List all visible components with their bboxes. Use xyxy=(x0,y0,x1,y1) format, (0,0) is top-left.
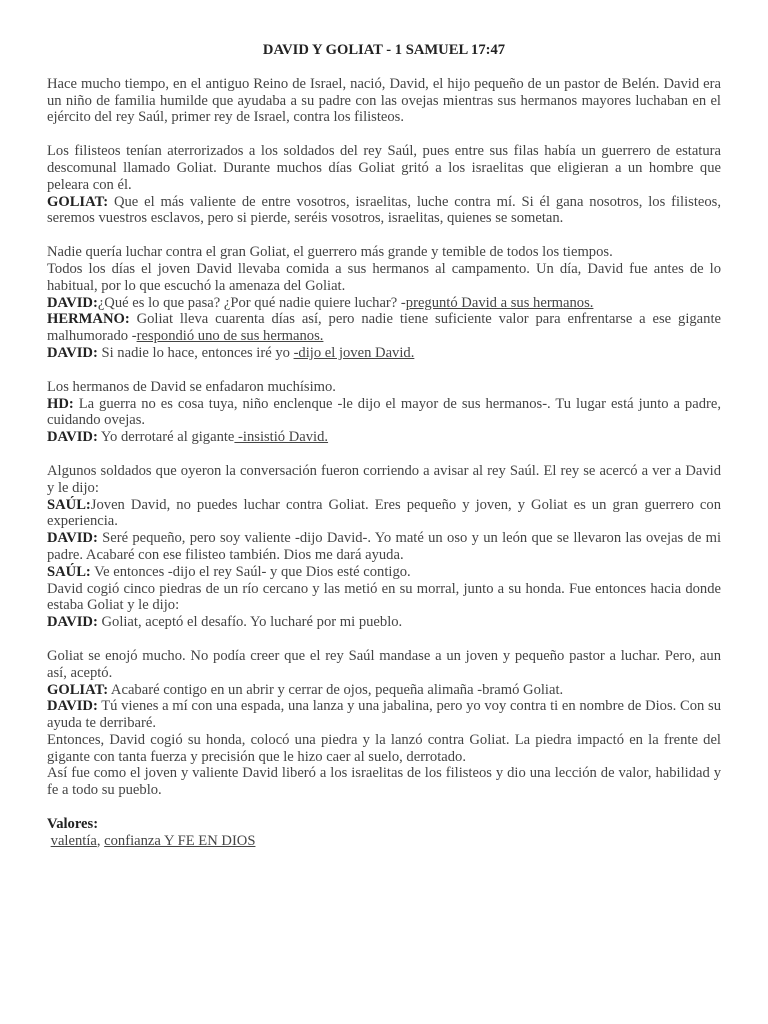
dialogue-attribution: respondió uno de sus hermanos. xyxy=(136,328,324,345)
dialogue-david-4 xyxy=(47,530,721,564)
speaker-label: GOLIAT: xyxy=(47,681,109,698)
speaker-label: HD: xyxy=(47,395,74,412)
dialogue-text: ¿Qué es lo que pasa? ¿Por qué nadie quiere luchar? - xyxy=(97,294,406,311)
paragraph-camp-text: Todos los días el joven David llevaba comida a sus hermanos al campamento. Un día, David fue antes de lo habitual, por lo que escuchó la amenaza del Goliat. xyxy=(47,260,721,294)
speaker-label: SAÚL: xyxy=(47,496,91,513)
speaker-label: HERMANO: xyxy=(47,311,130,328)
dialogue-david-3 xyxy=(47,429,721,446)
value-item: valentía xyxy=(50,832,97,849)
dialogue-goliat-1 xyxy=(47,194,721,228)
value-separator: , xyxy=(96,832,105,849)
document-title: DAVID Y GOLIAT - 1 SAMUEL 17:47 xyxy=(262,42,506,58)
dialogue-david-2 xyxy=(47,345,721,362)
paragraph-intro-text: Hace mucho tiempo, en el antiguo Reino de Israel, nació, David, el hijo pequeño de un pastor de Belén. David era un niño de familia humilde que ayudaba a su padre con las ovejas mientras sus hermanos mayores luchaban en el ejército del rey Saúl, primer rey de Israel, contra los filisteos. xyxy=(47,75,721,126)
speaker-label: DAVID: xyxy=(47,294,98,311)
paragraph-conclusion-text: Así fue como el joven y valiente David liberó a los israelitas de los filisteos y dio una lección de valor, habilidad y fe a todo su pueblo. xyxy=(47,765,721,799)
dialogue-text: Goliat lleva cuarenta días así, pero nadie tiene suficiente valor para enfrentarse a ese gigante malhumorado - xyxy=(47,311,721,345)
paragraph-soldiers-text: Algunos soldados que oyeron la conversación fueron corriendo a avisar al rey Saúl. El rey se acercó a ver a David y le dijo: xyxy=(47,462,721,496)
values-heading: Valores: xyxy=(47,816,99,833)
dialogue-goliat-2 xyxy=(47,682,721,699)
dialogue-saul-1 xyxy=(47,497,721,531)
paragraph-angry-text: Goliat se enojó mucho. No podía creer que el rey Saúl mandase a un joven y pequeño pastor a luchar. Pero, aun así, aceptó. xyxy=(47,647,721,681)
dialogue-text: Joven David, no puedes luchar contra Goliat. Eres pequeño y joven, y Goliat es un gran guerrero con experiencia. xyxy=(47,496,721,530)
speaker-label: DAVID: xyxy=(47,698,98,715)
dialogue-david-5 xyxy=(47,614,721,631)
speaker-label: DAVID: xyxy=(47,530,98,547)
dialogue-text: Si nadie lo hace, entonces iré yo xyxy=(97,344,294,361)
dialogue-text: La guerra no es cosa tuya, niño enclenque -le dijo el mayor de sus hermanos-. Tu lugar está junto a padre, cuidando ovejas. xyxy=(47,395,721,429)
speaker-label: DAVID: xyxy=(47,429,98,446)
paragraph-brothers xyxy=(47,379,721,446)
dialogue-attribution: -insistió David. xyxy=(234,429,329,446)
paragraph-nobody xyxy=(47,244,721,362)
paragraph-sling-text: Entonces, David cogió su honda, colocó una piedra y la lanzó contra Goliat. La piedra impactó en la frente del gigante con tanta fuerza y precisión que le hizo caer al suelo, derrotado. xyxy=(47,731,721,765)
dialogue-hd xyxy=(47,396,721,430)
dialogue-attribution: -dijo el joven David. xyxy=(293,344,415,361)
dialogue-text: Ve entonces -dijo el rey Saúl- y que Dios esté contigo. xyxy=(90,563,411,580)
dialogue-david-1 xyxy=(47,295,721,312)
paragraph-intro xyxy=(47,76,721,126)
speaker-label: DAVID: xyxy=(47,344,98,361)
dialogue-text: Seré pequeño, pero soy valiente -dijo David-. Yo maté un oso y un león que se llevaron las ovejas de mi padre. Acabaré con ese filisteo también. Dios me dará ayuda. xyxy=(47,530,721,563)
paragraph-nobody-text: Nadie quería luchar contra el gran Goliat, el guerrero más grande y temible de todos los tiempos. xyxy=(47,244,613,261)
speaker-label: SAÚL: xyxy=(47,563,91,580)
values-section xyxy=(47,816,721,850)
paragraph-brothers-text: Los hermanos de David se enfadaron muchísimo. xyxy=(47,378,336,395)
value-item: confianza Y FE EN DIOS xyxy=(104,832,256,849)
speaker-label: GOLIAT: xyxy=(47,193,109,210)
dialogue-text: Goliat, aceptó el desafío. Yo lucharé por mi pueblo. xyxy=(97,614,403,631)
dialogue-attribution: preguntó David a sus hermanos. xyxy=(405,294,594,311)
dialogue-text: Acabaré contigo en un abrir y cerrar de ojos, pequeña alimaña -bramó Goliat. xyxy=(108,681,564,698)
speaker-label: DAVID: xyxy=(47,614,98,631)
paragraph-soldiers xyxy=(47,463,721,631)
dialogue-david-6 xyxy=(47,698,721,732)
paragraph-stones-text: David cogió cinco piedras de un río cercano y las metió en su morral, junto a su honda. Fue entonces hacia donde estaba Goliat y le dijo: xyxy=(47,580,721,614)
paragraph-philistines-text: Los filisteos tenían aterrorizados a los soldados del rey Saúl, pues entre sus filas había un guerrero de estatura descomunal llamado Goliat. Durante muchos días Goliat gritó a los israelitas que eligieran a un hombre que peleara con él. xyxy=(47,143,721,193)
dialogue-text: Yo derrotaré al gigante xyxy=(97,429,235,446)
dialogue-text: Que el más valiente de entre vosotros, israelitas, luche contra mí. Si él gana nosotros, los filisteos, seremos vuestros esclavos, pero si pierde, seréis vosotros, israelitas, quienes se sometan. xyxy=(47,193,721,227)
paragraph-philistines xyxy=(47,143,721,227)
paragraph-battle xyxy=(47,648,721,799)
values-list xyxy=(47,833,721,850)
dialogue-text: Tú vienes a mí con una espada, una lanza y una jabalina, pero yo voy contra ti en nombre de Dios. Con su ayuda te derribaré. xyxy=(47,698,721,732)
dialogue-hermano xyxy=(47,311,721,345)
dialogue-saul-2 xyxy=(47,564,721,581)
